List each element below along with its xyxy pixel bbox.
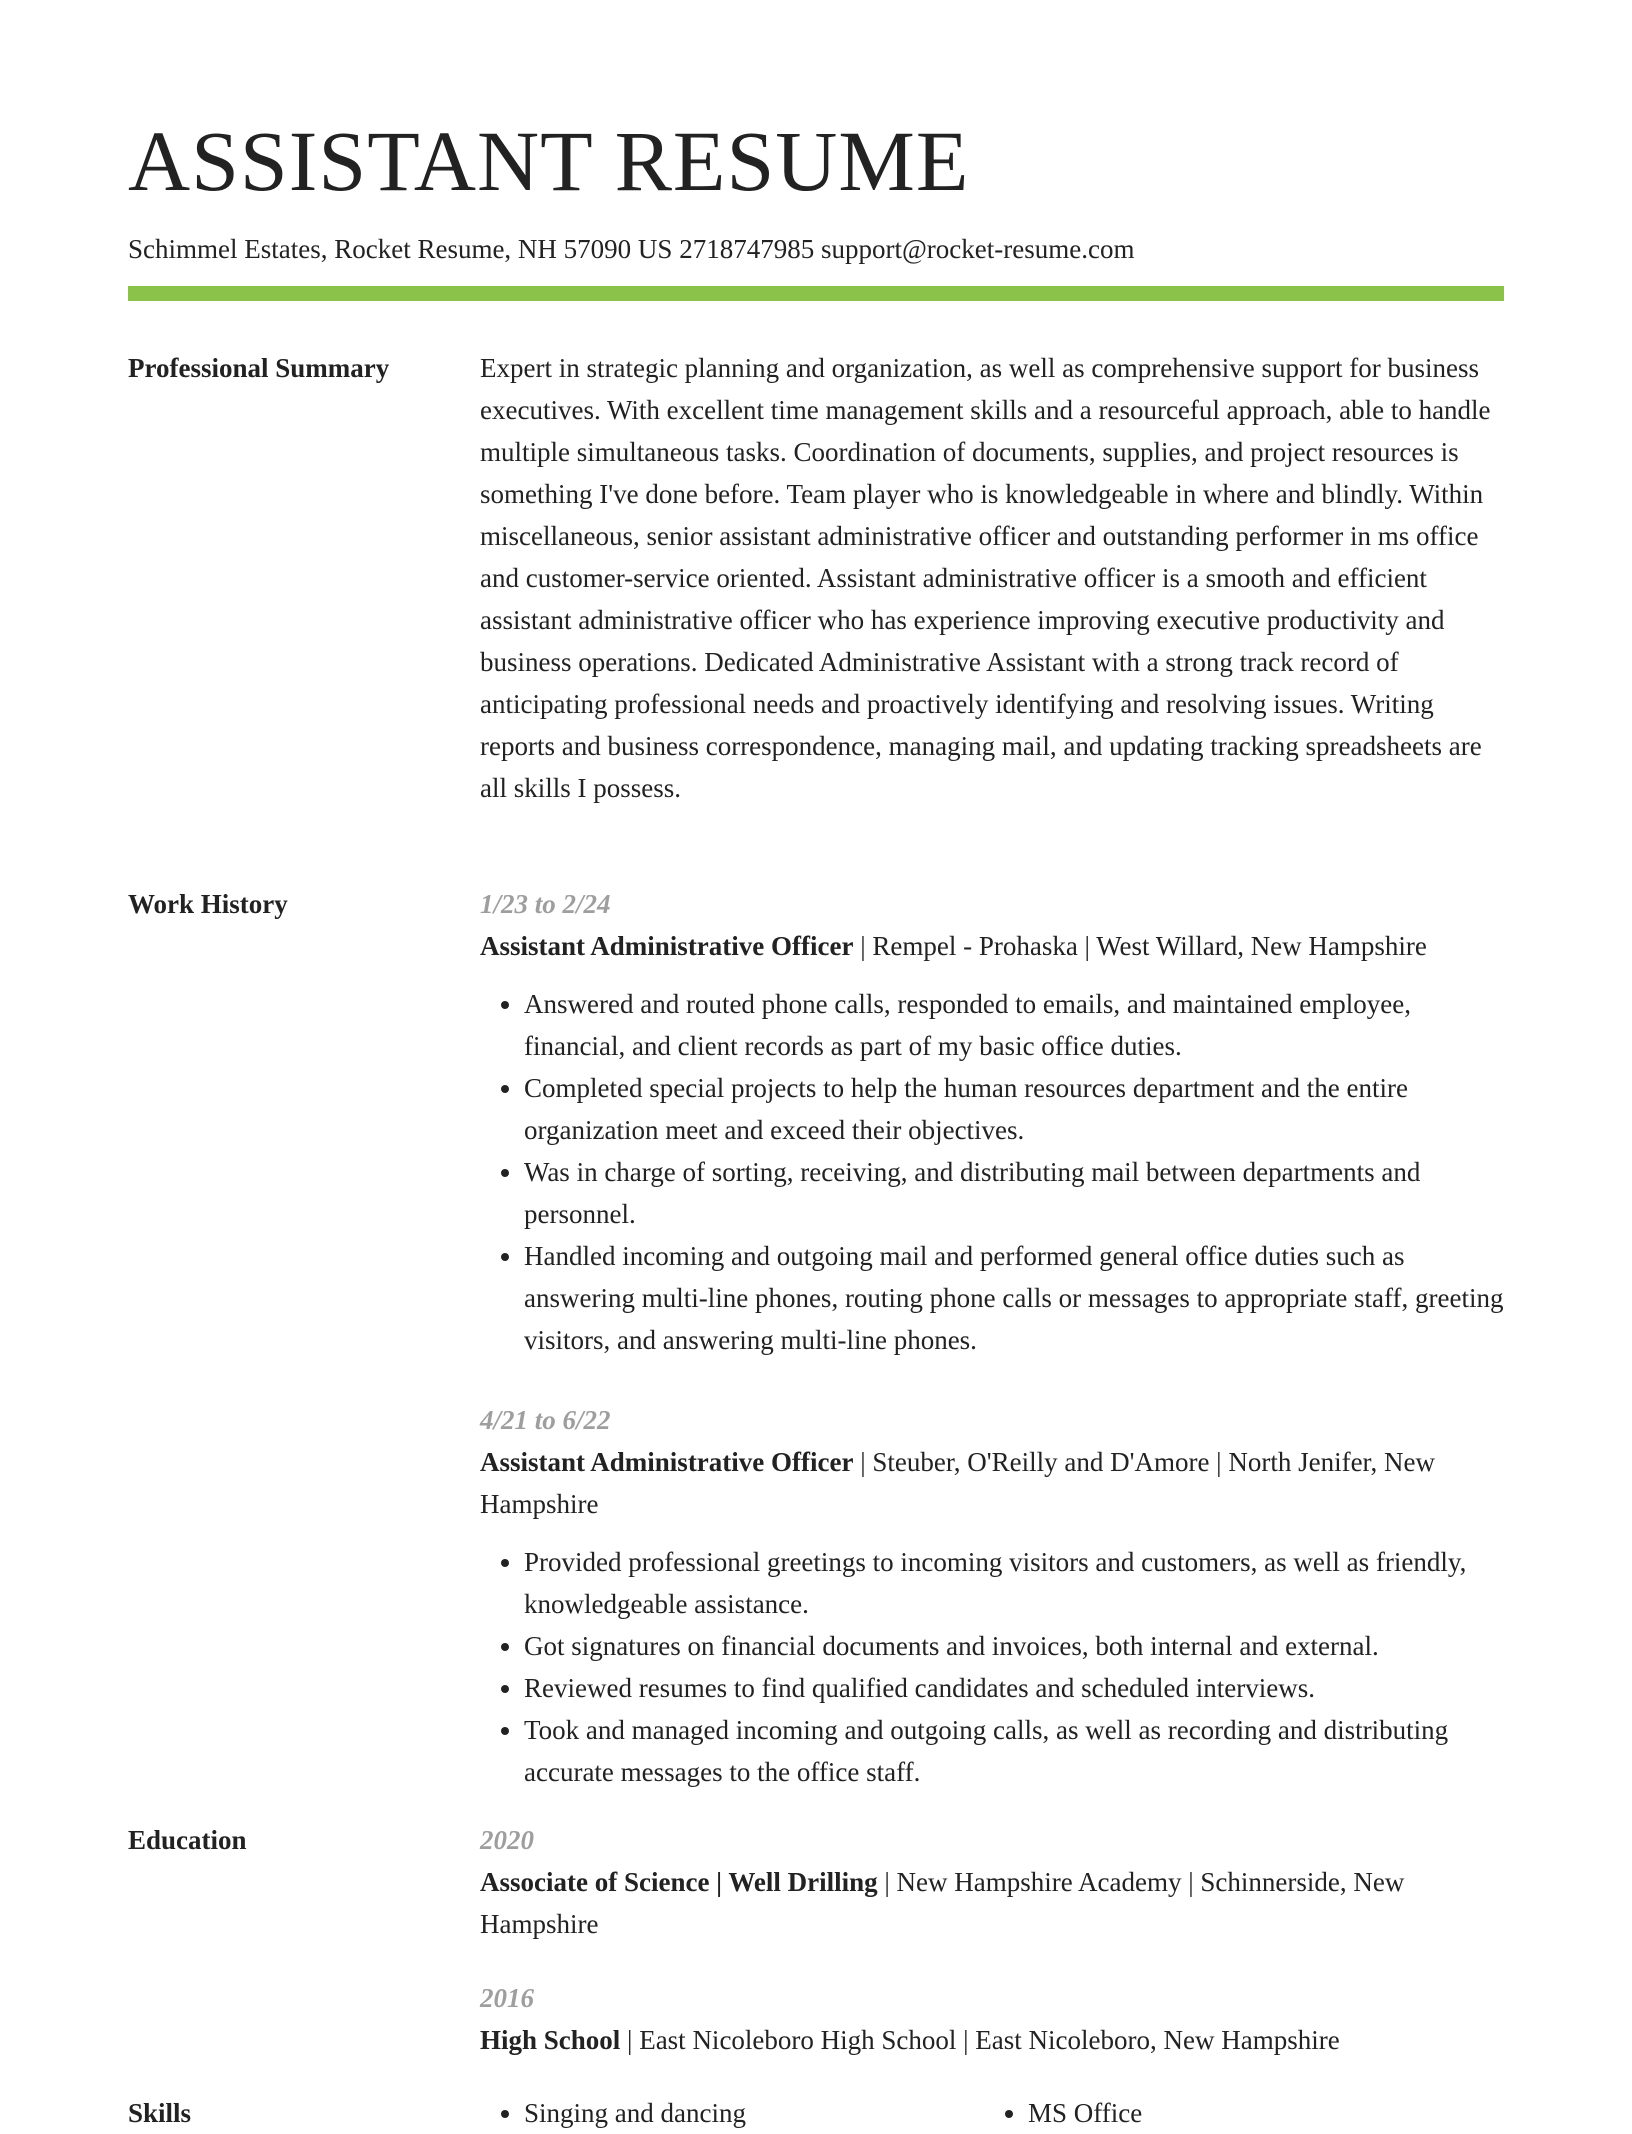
skills-list-right bbox=[984, 2092, 1488, 2134]
job-details: | Steuber, O'Reilly and D'Amore | North Jenifer, New Hampshire bbox=[480, 1447, 1435, 1519]
education-year: 2020 bbox=[480, 1825, 534, 1855]
job-heading bbox=[480, 925, 1504, 967]
accent-divider bbox=[128, 286, 1504, 301]
job-duty-item: • Got signatures on financial documents and invoices, both internal and external. bbox=[524, 1625, 1504, 1667]
section-title-skills: Skills bbox=[128, 2098, 192, 2128]
education-degree: High School bbox=[480, 2025, 621, 2055]
contact-info: Schimmel Estates, Rocket Resume, NH 57090 US 2718747985 support@rocket-resume.com bbox=[128, 234, 1135, 264]
job-duty-item: • Reviewed resumes to find qualified candidates and scheduled interviews. bbox=[524, 1667, 1504, 1709]
education-entry bbox=[480, 1819, 1504, 1945]
job-duties-list bbox=[480, 983, 1504, 1361]
summary-body bbox=[480, 347, 1504, 809]
summary-text: Expert in strategic planning and organization, as well as comprehensive support for business executives. With excellent time management skills and a resourceful approach, able to handle multiple simultaneous tasks. Coordination of documents, supplies, and project resources is something I've done before. Team player who is knowledgeable in where and blindly. Within miscellaneous, senior assistant administrative officer and outstanding performer in ms office and customer-service oriented. Assistant administrative officer is a smooth and efficient assistant administrative officer who has experience improving executive productivity and business operations. Dedicated Administrative Assistant with a strong track record of anticipating professional needs and proactively identifying and resolving issues. Writing reports and business correspondence, managing mail, and updating tracking spreadsheets are all skills I possess. bbox=[480, 353, 1491, 803]
job-details: | Rempel - Prohaska | West Willard, New Hampshire bbox=[853, 931, 1427, 961]
education-year: 2016 bbox=[480, 1983, 534, 2013]
education-heading bbox=[480, 1861, 1504, 1945]
job-role: Assistant Administrative Officer bbox=[480, 931, 854, 961]
resume-title: ASSISTANT RESUME bbox=[128, 113, 970, 209]
education-heading bbox=[480, 2019, 1504, 2061]
education-degree: Associate of Science | Well Drilling bbox=[480, 1867, 878, 1897]
section-title-work: Work History bbox=[128, 889, 288, 919]
job-duty-item: • Completed special projects to help the human resources department and the entire organization meet and exceed their objectives. bbox=[524, 1067, 1504, 1151]
work-history-body bbox=[480, 883, 1504, 1825]
job-duty-item: • Handled incoming and outgoing mail and performed general office duties such as answering multi-line phones, routing phone calls or messages to appropriate staff, greeting visitors, and answering multi-line phones. bbox=[524, 1235, 1504, 1361]
skills-list-left bbox=[480, 2092, 984, 2134]
job-dates: 1/23 to 2/24 bbox=[480, 889, 611, 919]
skills-columns bbox=[480, 2092, 1504, 2134]
education-details: | New Hampshire Academy | Schinnerside, New Hampshire bbox=[480, 1867, 1405, 1939]
skill-item: • MS Office bbox=[1028, 2092, 1488, 2134]
job-entry bbox=[480, 1399, 1504, 1793]
job-dates: 4/21 to 6/22 bbox=[480, 1405, 611, 1435]
job-duty-item: • Provided professional greetings to incoming visitors and customers, as well as friendly, knowledgeable assistance. bbox=[524, 1541, 1504, 1625]
education-entry bbox=[480, 1977, 1504, 2061]
section-title-summary: Professional Summary bbox=[128, 353, 390, 383]
job-duties-list bbox=[480, 1541, 1504, 1793]
job-duty-item: • Was in charge of sorting, receiving, and distributing mail between departments and personnel. bbox=[524, 1151, 1504, 1235]
job-role: Assistant Administrative Officer bbox=[480, 1447, 854, 1477]
education-details: | East Nicoleboro High School | East Nicoleboro, New Hampshire bbox=[620, 2025, 1340, 2055]
skills-body bbox=[480, 2092, 1504, 2134]
job-heading bbox=[480, 1441, 1504, 1525]
education-body bbox=[480, 1819, 1504, 2093]
section-title-education: Education bbox=[128, 1825, 247, 1855]
job-duty-item: • Took and managed incoming and outgoing calls, as well as recording and distributing accurate messages to the office staff. bbox=[524, 1709, 1504, 1793]
job-entry bbox=[480, 883, 1504, 1361]
skill-item: • Singing and dancing bbox=[524, 2092, 984, 2134]
job-duty-item: • Answered and routed phone calls, responded to emails, and maintained employee, financial, and client records as part of my basic office duties. bbox=[524, 983, 1504, 1067]
